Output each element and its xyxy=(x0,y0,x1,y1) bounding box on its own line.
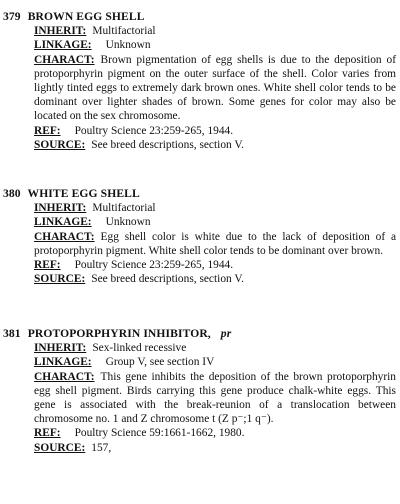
charact-label: CHARACT: xyxy=(34,370,95,383)
ref-label: REF: xyxy=(34,124,61,137)
charact-row xyxy=(3,370,396,427)
gene-entry-381 xyxy=(3,327,395,455)
ref-value: Poultry Science 23:259-265, 1944. xyxy=(74,259,234,272)
charact-value: Egg shell color is white due to the lack of deposition of a protoporphyrin pigment. White shell color tends to be dominant over brown. xyxy=(34,230,396,257)
inherit-label: INHERIT: xyxy=(34,25,87,38)
ref-row xyxy=(3,258,395,272)
ref-value: Poultry Science 59:1661-1662, 1980. xyxy=(74,427,245,440)
linkage-label: LINKAGE: xyxy=(34,39,92,52)
ref-value: Poultry Science 23:259-265, 1944. xyxy=(74,124,234,137)
linkage-label: LINKAGE: xyxy=(34,356,92,369)
entry-number: 379 xyxy=(3,10,21,23)
source-value: 157, xyxy=(91,441,112,454)
inherit-label: INHERIT: xyxy=(34,342,87,355)
charact-label: CHARACT: xyxy=(34,53,95,66)
source-value: See breed descriptions, section V. xyxy=(91,273,244,286)
linkage-row xyxy=(3,38,395,52)
source-row xyxy=(3,272,395,286)
source-label: SOURCE: xyxy=(34,273,86,286)
charact-value: Brown pigmentation of egg shells is due to the deposition of protoporphyrin pigment on the outer surface of the shell. Color varies from lightly tinted eggs to extremely dark brown ones. White shell color tends to be dominant over lighter shades of brown. Some genes for color may also be located on the sex chromosome. xyxy=(34,53,396,123)
inherit-row xyxy=(3,24,395,38)
entry-name: WHITE EGG SHELL xyxy=(27,187,140,200)
entry-name: BROWN EGG SHELL xyxy=(27,10,145,23)
source-label: SOURCE: xyxy=(34,138,86,151)
source-value: See breed descriptions, section V. xyxy=(91,138,244,151)
entry-number: 380 xyxy=(3,187,21,200)
linkage-value: Unknown xyxy=(105,216,151,229)
charact-row xyxy=(3,53,396,124)
linkage-row xyxy=(3,355,395,369)
inherit-value: Multifactorial xyxy=(92,25,156,38)
source-row xyxy=(3,138,395,152)
charact-label: CHARACT: xyxy=(34,230,95,243)
ref-row xyxy=(3,426,395,440)
gene-symbol: pr xyxy=(220,327,232,340)
entry-title xyxy=(3,10,395,24)
entry-title xyxy=(3,187,395,201)
source-row xyxy=(3,441,395,455)
inherit-label: INHERIT: xyxy=(34,202,87,215)
source-label: SOURCE: xyxy=(34,441,86,454)
entry-number: 381 xyxy=(3,327,21,340)
inherit-row xyxy=(3,341,395,355)
charact-row xyxy=(3,230,396,258)
linkage-value: Unknown xyxy=(105,39,151,52)
ref-label: REF: xyxy=(34,259,61,272)
linkage-label: LINKAGE: xyxy=(34,216,92,229)
charact-value: This gene inhibits the deposition of the brown protoporphyrin egg shell pigment. Birds carrying this gene produce chalk-white eggs. This gene is associated with the break-reunion of a translocation between chromosome no. 1 and Z chromosome t (Z p⁻;1 q⁻). xyxy=(34,370,396,426)
entry-title xyxy=(3,327,395,341)
gene-entry-379 xyxy=(3,10,395,152)
ref-row xyxy=(3,124,395,138)
gene-entry-380 xyxy=(3,187,395,286)
linkage-row xyxy=(3,215,395,229)
inherit-value: Sex-linked recessive xyxy=(92,342,187,355)
inherit-value: Multifactorial xyxy=(92,202,156,215)
ref-label: REF: xyxy=(34,427,61,440)
inherit-row xyxy=(3,201,395,215)
linkage-value: Group V, see section IV xyxy=(105,356,215,369)
entry-name: PROTOPORPHYRIN INHIBITOR, xyxy=(27,327,211,340)
